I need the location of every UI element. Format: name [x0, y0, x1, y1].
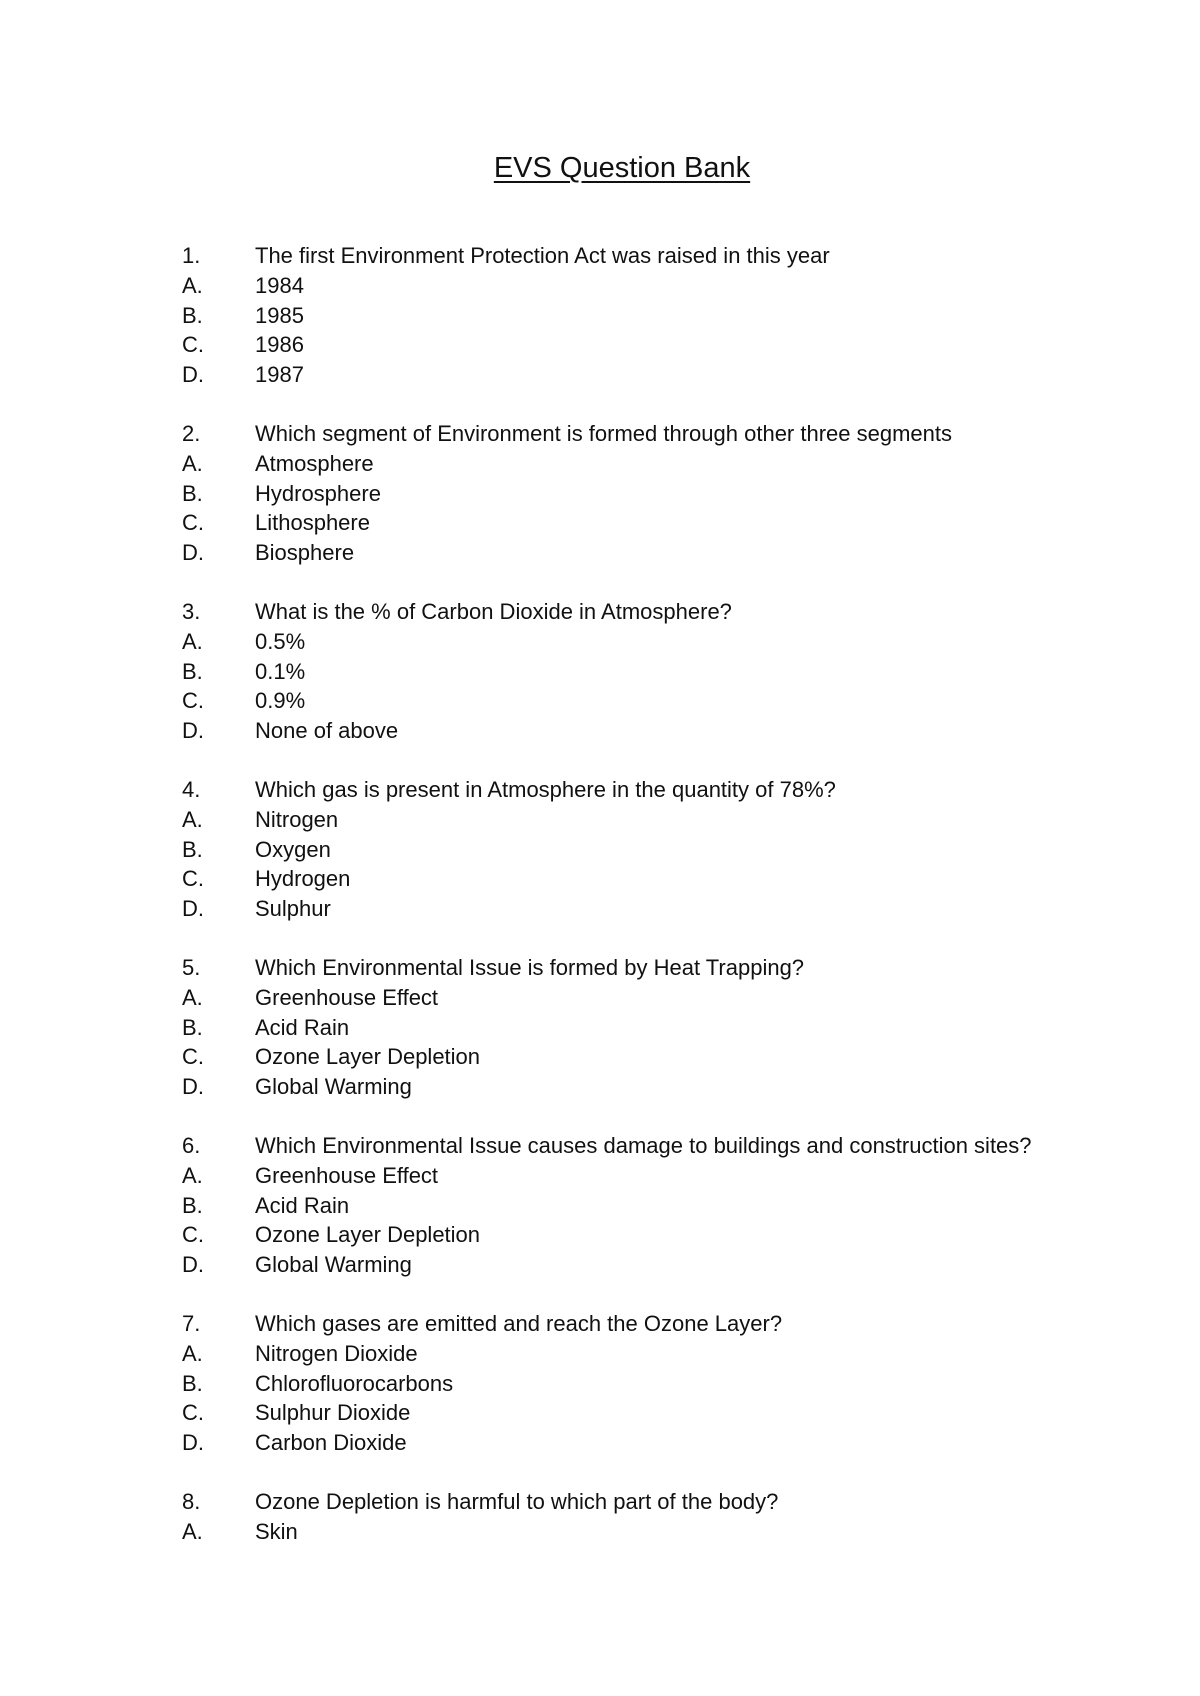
option-text: Ozone Layer Depletion	[255, 1044, 481, 1070]
option-row	[182, 835, 1142, 865]
option-text: Chlorofluorocarbons	[255, 1370, 454, 1396]
option-row	[182, 1428, 1142, 1458]
option-text: 1985	[255, 302, 304, 328]
question-row	[182, 1309, 1142, 1339]
option-label: B.	[182, 480, 203, 506]
option-text: Nitrogen	[255, 806, 339, 832]
option-label: A.	[182, 628, 203, 654]
option-label: D.	[182, 540, 204, 566]
option-row	[182, 301, 1142, 331]
option-row	[182, 479, 1142, 509]
option-label: C.	[182, 332, 204, 358]
option-row	[182, 1339, 1142, 1369]
option-text: Biosphere	[255, 540, 355, 566]
document-title	[0, 148, 1200, 188]
option-text: 1987	[255, 362, 304, 388]
option-row	[182, 1369, 1142, 1399]
option-label: A.	[182, 1340, 203, 1366]
question-row	[182, 775, 1142, 805]
option-row	[182, 1161, 1142, 1191]
question-text: Ozone Depletion is harmful to which part of the body?	[255, 1488, 779, 1514]
option-label: C.	[182, 1222, 204, 1248]
option-text: 0.5%	[255, 628, 306, 654]
option-text: Hydrogen	[255, 866, 351, 892]
option-label: C.	[182, 1400, 204, 1426]
question-3	[182, 597, 1142, 746]
question-row	[182, 953, 1142, 983]
question-row	[182, 241, 1142, 271]
option-label: C.	[182, 688, 204, 714]
option-row	[182, 686, 1142, 716]
question-2	[182, 419, 1142, 568]
option-text: Sulphur	[255, 896, 331, 922]
option-label: D.	[182, 718, 204, 744]
question-5	[182, 953, 1142, 1102]
question-text: Which Environmental Issue causes damage to buildings and construction sites?	[255, 1132, 1032, 1158]
option-label: A.	[182, 984, 203, 1010]
question-number: 7.	[182, 1310, 201, 1336]
option-row	[182, 1013, 1142, 1043]
question-8	[182, 1487, 1142, 1547]
question-text: The first Environment Protection Act was raised in this year	[255, 243, 830, 268]
option-label: A.	[182, 806, 203, 832]
question-number: 4.	[182, 776, 201, 802]
option-text: 1984	[255, 272, 304, 298]
option-text: Acid Rain	[255, 1014, 350, 1040]
question-row	[182, 1487, 1142, 1517]
option-row	[182, 894, 1142, 924]
option-label: B.	[182, 658, 203, 684]
option-text: Greenhouse Effect	[255, 1162, 439, 1188]
option-label: D.	[182, 1252, 204, 1278]
option-label: D.	[182, 1074, 204, 1100]
option-row	[182, 1072, 1142, 1102]
option-text: None of above	[255, 718, 399, 744]
option-label: A.	[182, 1518, 203, 1544]
option-row	[182, 1191, 1142, 1221]
question-text: Which Environmental Issue is formed by Heat Trapping?	[255, 954, 805, 980]
question-text: Which gas is present in Atmosphere in the quantity of 78%?	[255, 776, 836, 802]
question-1	[182, 241, 1142, 390]
option-text: 1986	[255, 332, 304, 358]
option-row	[182, 1042, 1142, 1072]
option-row	[182, 1517, 1142, 1547]
option-text: Global Warming	[255, 1252, 412, 1278]
option-label: B.	[182, 302, 203, 328]
option-label: C.	[182, 1044, 204, 1070]
question-number: 1.	[182, 243, 201, 268]
option-label: D.	[182, 362, 204, 388]
option-row	[182, 657, 1142, 687]
option-row	[182, 627, 1142, 657]
question-number: 5.	[182, 954, 201, 980]
option-row	[182, 1398, 1142, 1428]
question-text: What is the % of Carbon Dioxide in Atmosphere?	[255, 598, 732, 624]
question-row	[182, 419, 1142, 449]
option-label: A.	[182, 272, 203, 298]
option-text: Atmosphere	[255, 450, 374, 476]
option-row	[182, 983, 1142, 1013]
option-text: Lithosphere	[255, 510, 370, 536]
question-number: 6.	[182, 1132, 201, 1158]
question-number: 2.	[182, 420, 201, 446]
option-label: B.	[182, 836, 203, 862]
option-row	[182, 716, 1142, 746]
question-number: 3.	[182, 598, 201, 624]
option-row	[182, 864, 1142, 894]
option-text: Greenhouse Effect	[255, 984, 439, 1010]
option-text: Oxygen	[255, 836, 331, 862]
question-list	[182, 241, 1142, 1575]
question-number: 8.	[182, 1488, 201, 1514]
option-text: Sulphur Dioxide	[255, 1400, 411, 1426]
option-label: A.	[182, 1162, 203, 1188]
question-row	[182, 597, 1142, 627]
option-row	[182, 449, 1142, 479]
option-text: Carbon Dioxide	[255, 1430, 407, 1456]
question-text: Which gases are emitted and reach the Ozone Layer?	[255, 1310, 783, 1336]
option-row	[182, 805, 1142, 835]
option-text: Ozone Layer Depletion	[255, 1222, 481, 1248]
option-label: B.	[182, 1014, 203, 1040]
option-label: C.	[182, 866, 204, 892]
option-row	[182, 330, 1142, 360]
option-label: D.	[182, 896, 204, 922]
option-text: 0.9%	[255, 688, 306, 714]
question-row	[182, 1131, 1142, 1161]
option-label: C.	[182, 510, 204, 536]
question-6	[182, 1131, 1142, 1280]
option-label: A.	[182, 450, 203, 476]
option-row	[182, 271, 1142, 301]
question-7	[182, 1309, 1142, 1458]
option-text: 0.1%	[255, 658, 306, 684]
option-row	[182, 538, 1142, 568]
option-row	[182, 508, 1142, 538]
option-text: Hydrosphere	[255, 480, 381, 506]
option-row	[182, 1220, 1142, 1250]
option-text: Global Warming	[255, 1074, 412, 1100]
option-row	[182, 1250, 1142, 1280]
document-title-text: EVS Question Bank	[493, 152, 751, 184]
option-text: Skin	[255, 1518, 298, 1544]
option-label: D.	[182, 1430, 204, 1456]
option-label: B.	[182, 1192, 203, 1218]
option-text: Nitrogen Dioxide	[255, 1340, 418, 1366]
option-row	[182, 360, 1142, 390]
option-text: Acid Rain	[255, 1192, 350, 1218]
question-text: Which segment of Environment is formed through other three segments	[255, 420, 953, 446]
question-4	[182, 775, 1142, 924]
option-label: B.	[182, 1370, 203, 1396]
